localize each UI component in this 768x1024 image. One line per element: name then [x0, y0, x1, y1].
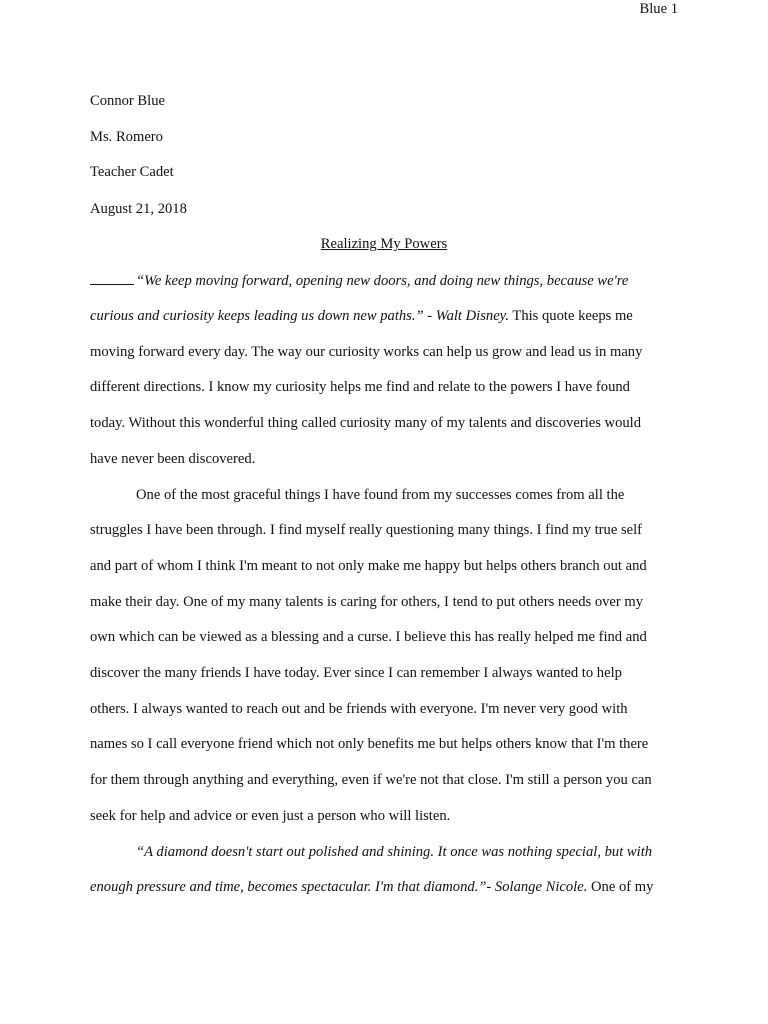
paragraph-3-line-1: [90, 843, 652, 861]
solange-nicole-quote-part-2: enough pressure and time, becomes spectacular. I'm that diamond.”- Solange Nicole.: [90, 879, 588, 895]
heading-date: August 21, 2018: [90, 201, 187, 217]
paragraph-1-line-3: moving forward every day. The way our curiosity works can help us grow and lead us in many: [90, 344, 643, 360]
paragraph-2-line-6: discover the many friends I have today. Ever since I can remember I always wanted to help: [90, 665, 622, 681]
paragraph-1-line-2: [90, 307, 633, 325]
solange-nicole-quote-part-1: “A diamond doesn't start out polished and shining. It once was nothing special, but with: [136, 844, 653, 860]
essay-title: Realizing My Powers: [320, 236, 448, 252]
paragraph-2-line-3: and part of whom I think I'm meant to not only make me happy but helps others branch out and: [90, 558, 647, 574]
paragraph-1-line-4: different directions. I know my curiosity helps me find and relate to the powers I have found: [90, 379, 630, 395]
paragraph-1-line-1: [90, 271, 628, 290]
heading-teacher: Ms. Romero: [90, 129, 163, 145]
walt-disney-quote-part-1: “We keep moving forward, opening new doors, and doing new things, because we're: [136, 273, 629, 289]
paragraph-1-line-5: today. Without this wonderful thing called curiosity many of my talents and discoveries would: [90, 415, 642, 431]
paragraph-2-line-4: make their day. One of my many talents is caring for others, I tend to put others needs over my: [90, 594, 644, 610]
paragraph-1-line-6: have never been discovered.: [90, 451, 256, 467]
heading-course: Teacher Cadet: [90, 164, 174, 180]
paragraph-2-line-1: One of the most graceful things I have found from my successes comes from all the: [136, 487, 625, 503]
paragraph-2-line-2: struggles I have been through. I find myself really questioning many things. I find my true self: [90, 522, 643, 538]
heading-name: Connor Blue: [90, 93, 165, 109]
page-number-header: Blue 1: [639, 1, 678, 17]
paragraph-2-line-9: for them through anything and everything, even if we're not that close. I'm still a person you can: [90, 772, 652, 788]
walt-disney-quote-part-2: curious and curiosity keeps leading us down new paths.” - Walt Disney.: [90, 308, 510, 324]
paragraph-2-line-5: own which can be viewed as a blessing and a curse. I believe this has really helped me find and: [90, 629, 647, 645]
paragraph-2-line-7: others. I always wanted to reach out and be friends with everyone. I'm never very good with: [90, 701, 628, 717]
paragraph-2-line-10: seek for help and advice or even just a person who will listen.: [90, 808, 451, 824]
paragraph-2-line-8: names so I call everyone friend which not only benefits me but helps others know that I'm there: [90, 736, 649, 752]
paragraph-3-line-2: [90, 878, 653, 896]
paragraph-1-line-2-rest: This quote keeps me: [509, 308, 633, 324]
blank-underline: [90, 271, 134, 285]
paragraph-3-line-2-rest: One of my: [587, 879, 654, 895]
